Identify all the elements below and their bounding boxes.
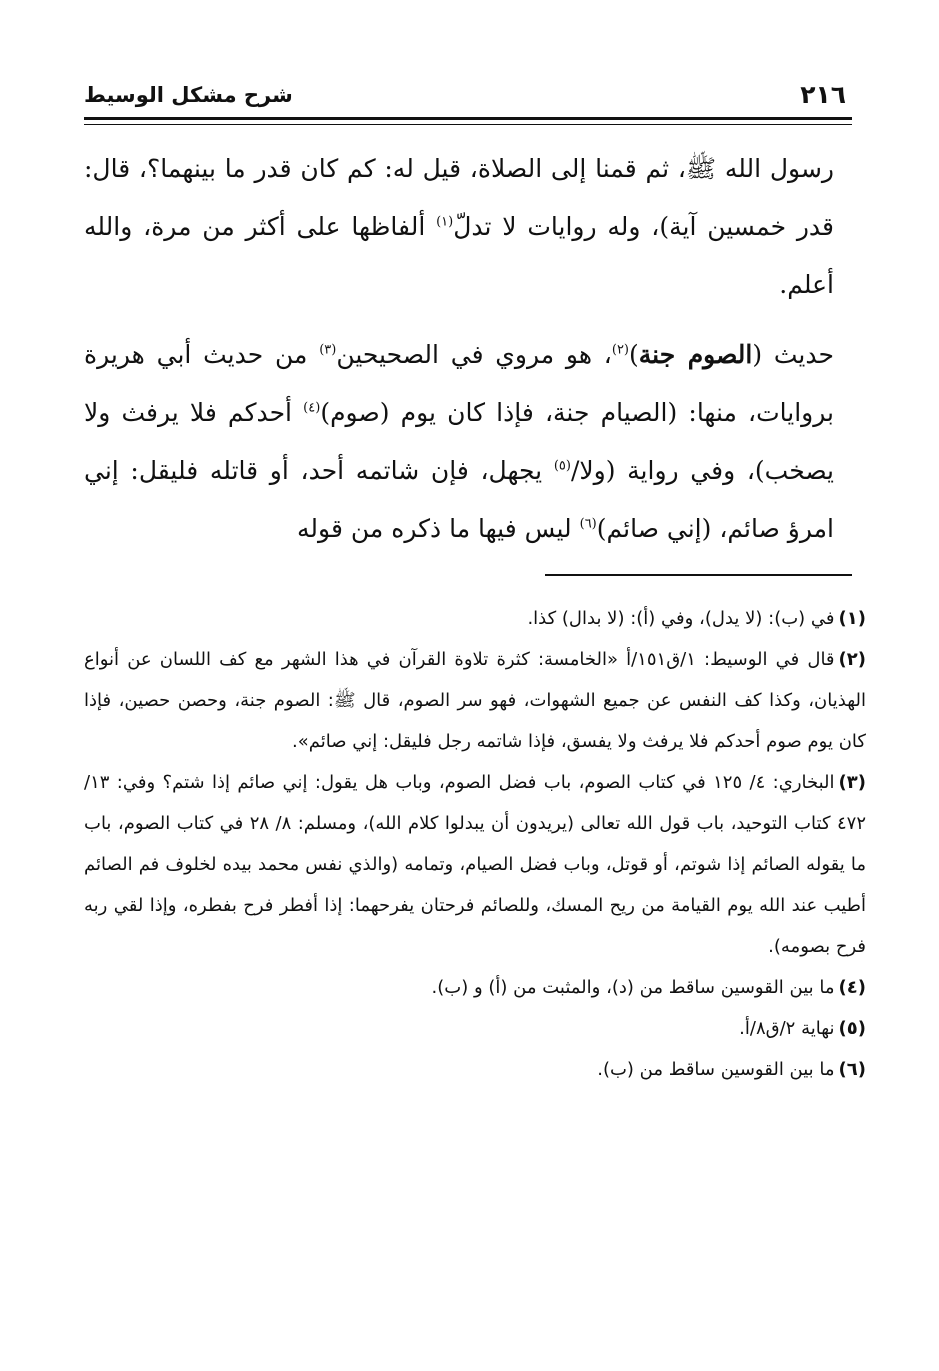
footnote-1 [84,598,866,639]
paragraph-2-text5: ليس فيها ما ذكره من قوله [297,514,580,543]
paragraph-2-text3: أحدكم فلا يرفث ولا يصخب)، وفي رواية (ولا/ [84,398,834,485]
footnote-2 [84,639,866,762]
footnote-number: (٥) [838,1018,866,1039]
footnote-ref-3: (٣) [319,342,337,358]
paragraph-1-tail: ألفاظها على أكثر من مرة، والله أعلم. [84,212,834,299]
header-rule-thin [84,124,852,125]
footnote-text: قال في الوسيط: ١/ق١٥١/أ «الخامسة: كثرة تلاوة القرآن في هذا الشهر مع كف اللسان عن أنواع الهذيان، وكذا كف النفس عن جميع الشهوات، فهو سر الصوم، قال ﷺ: الصوم جنة، وحصن حصين، فإذا كان يوم صوم أحدكم فلا يرفث ولا يفسق، فإذا شاتمه رجل فليقل: إني صائم». [84,649,866,752]
footnote-text: ما بين القوسين ساقط من (د)، والمثبت من (أ) و (ب). [431,977,835,998]
main-text [84,140,834,558]
footnote-3 [84,762,866,967]
footnote-text: ما بين القوسين ساقط من (ب). [597,1059,835,1080]
footnote-separator [545,574,852,576]
footnote-4 [84,967,866,1008]
footnote-ref-6: (٦) [579,516,597,532]
footnote-number: (٦) [838,1059,866,1080]
footnote-text: نهاية ٢/ق٨/أ. [739,1018,835,1039]
footnote-number: (١) [838,608,866,629]
paragraph-2-lead: حديث ( [752,340,834,369]
running-title: شرح مشكل الوسيط [84,83,293,107]
footnote-number: (٣) [838,772,866,793]
footnote-5 [84,1008,866,1049]
footnote-number: (٢) [838,649,866,670]
footnote-ref-4: (٤) [303,400,321,416]
page-header [84,76,846,116]
paragraph-2-text4: يجهل، فإن شاتمه أحد، أو قاتله فليقل: إني امرؤ صائم، (إني صائم) [84,456,834,543]
footnote-ref-2: (٢) [611,342,629,358]
hadith-title: الصوم جنة [638,340,753,369]
footnote-6 [84,1049,866,1090]
paragraph-1-text: رسول الله ﷺ، ثم قمنا إلى الصلاة، قيل له: كم كان قدر ما بينهما؟، قال: قدر خمسين آية)، وله روايات لا تدلّ [84,154,834,241]
paragraph-2-text2: من حديث أبي هريرة بروايات، منها: (الصيام جنة، فإذا كان يوم (صوم) [84,340,835,427]
paragraph-2-close: ) [629,340,639,369]
paragraph-1 [84,140,834,314]
footnote-text: في (ب): (لا يدل)، وفي (أ): (لا بدال) كذا. [527,608,835,629]
footnote-number: (٤) [838,977,866,998]
footnote-ref-1: (١) [436,214,454,230]
page-number: ٢١٦ [800,80,846,109]
paragraph-2 [84,326,834,558]
header-rule-thick [84,117,852,120]
paragraph-2-mid: ، هو مروي في الصحيحين [336,340,612,369]
footnote-text: البخاري: ٤/ ١٢٥ في كتاب الصوم، باب فضل الصوم، وباب هل يقول: إني صائم إذا شتم؟ وفي: ١٣/ ٤٧٢ كتاب التوحيد، باب قول الله تعالى (يريدون أن يبدلوا كلام الله)، ومسلم: ٨/ ٢٨ في كتاب الصوم، باب ما يقوله الصائم إذا شوتم، أو قوتل، وباب فضل الصيام، وتمامه (والذي نفس محمد بيده لخلوف فم الصائم أطيب عند الله يوم القيامة من ريح المسك، وللصائم فرحتان يفرحهما: إذا أفطر فرح بفطره، وإذا لقي ربه فرح بصومه). [84,772,867,957]
footnotes [84,598,866,1090]
footnote-ref-5: (٥) [553,458,571,474]
